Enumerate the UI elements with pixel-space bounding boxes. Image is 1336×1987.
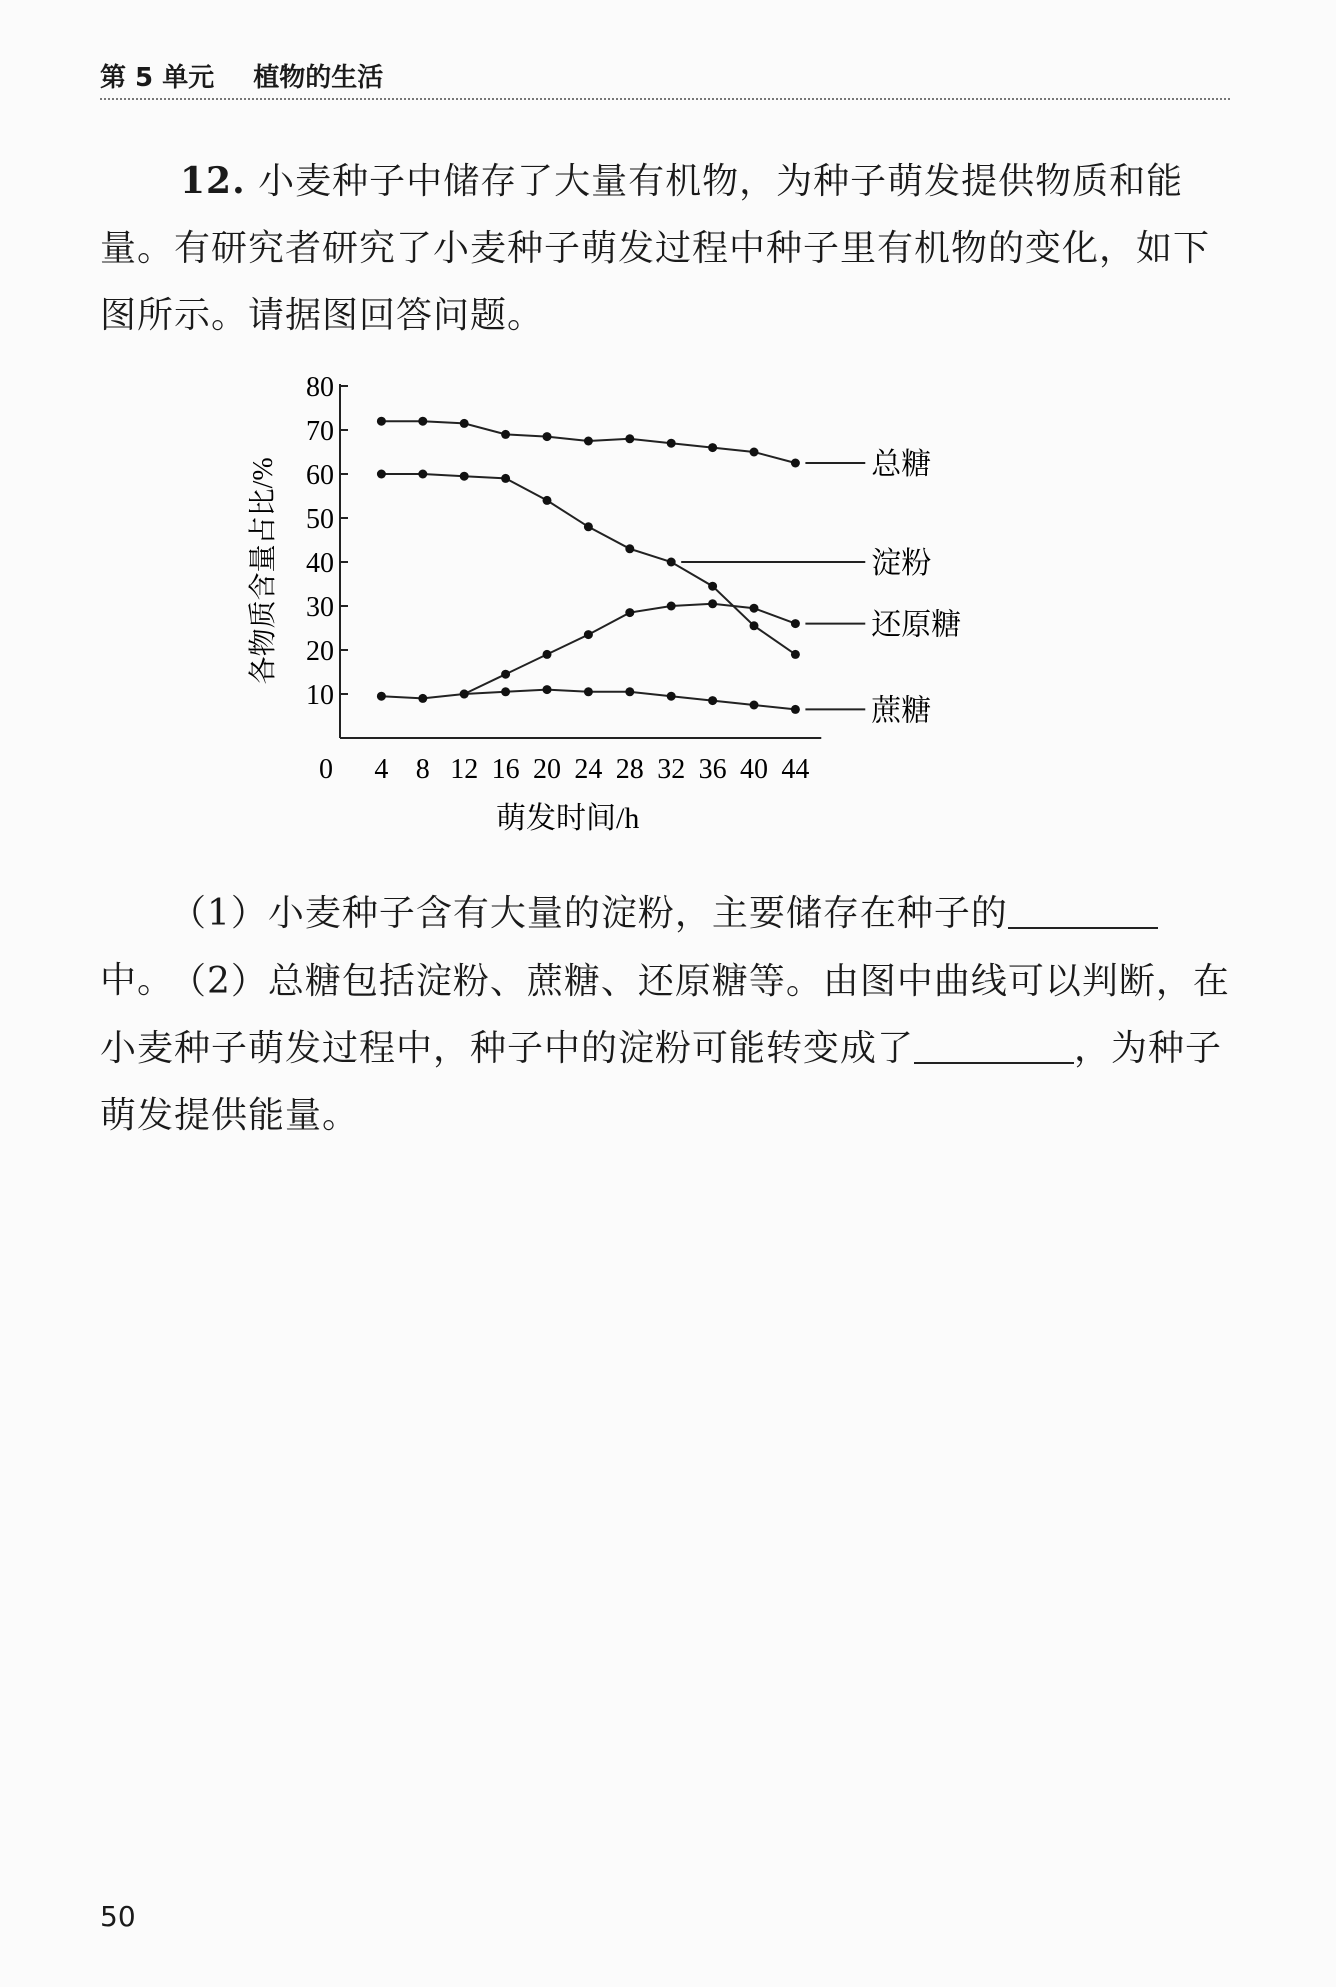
data-point bbox=[460, 690, 469, 699]
x-tick-label: 20 bbox=[533, 754, 561, 785]
x-axis-label: 萌发时间/h bbox=[496, 802, 640, 835]
series-label: 总糖 bbox=[871, 448, 932, 481]
data-point bbox=[584, 630, 593, 639]
data-point bbox=[377, 470, 386, 479]
y-axis-label: 各物质含量占比/% bbox=[248, 457, 279, 685]
data-point bbox=[708, 696, 717, 705]
sub1-prefix: （1）小麦种子含有大量的淀粉，主要储存在种子的 bbox=[170, 893, 1008, 934]
y-tick-label: 10 bbox=[306, 680, 334, 711]
y-tick-label: 50 bbox=[306, 504, 334, 535]
x-tick-label: 36 bbox=[698, 754, 727, 785]
series-line bbox=[381, 474, 795, 654]
data-point bbox=[501, 670, 510, 679]
data-point bbox=[625, 687, 634, 696]
y-tick-label: 30 bbox=[306, 592, 334, 623]
data-point bbox=[543, 432, 552, 441]
data-point bbox=[708, 443, 717, 452]
series-label: 还原糖 bbox=[871, 608, 962, 642]
page-number: 50 bbox=[100, 1900, 136, 1933]
y-tick-label: 70 bbox=[306, 416, 334, 447]
data-point bbox=[750, 604, 759, 613]
x-tick-label: 4 bbox=[374, 754, 389, 785]
sub-question-2 bbox=[100, 948, 1230, 1149]
x-tick-label: 44 bbox=[781, 754, 810, 785]
data-point bbox=[791, 650, 800, 659]
data-point bbox=[625, 608, 634, 617]
data-point bbox=[377, 417, 386, 426]
data-point bbox=[584, 687, 593, 696]
unit-title: 植物的生活 bbox=[253, 63, 384, 93]
question-text: 小麦种子中储存了大量有机物，为种子萌发提供物质和能量。有研究者研究了小麦种子萌发过程中种子里有机物的变化，如下图所示。请据图回答问题。 bbox=[100, 161, 1211, 336]
y-tick-label: 60 bbox=[306, 460, 334, 491]
page-header bbox=[100, 58, 1230, 100]
x-tick-label: 24 bbox=[574, 754, 603, 785]
data-point bbox=[584, 437, 593, 446]
question-stem bbox=[100, 148, 1230, 349]
data-point bbox=[708, 599, 717, 608]
data-point bbox=[501, 687, 510, 696]
data-point bbox=[625, 544, 634, 553]
line-chart bbox=[230, 360, 1110, 840]
answer-blank-2[interactable] bbox=[914, 1026, 1074, 1064]
x-tick-label: 12 bbox=[450, 754, 479, 785]
data-point bbox=[750, 701, 759, 710]
sub1-suffix: 中。 bbox=[100, 960, 175, 1001]
data-point bbox=[418, 694, 427, 703]
data-point bbox=[543, 650, 552, 659]
data-point bbox=[791, 705, 800, 714]
y-tick-label: 20 bbox=[306, 636, 334, 667]
data-point bbox=[625, 434, 634, 443]
x-tick-label: 32 bbox=[657, 754, 686, 785]
data-point bbox=[501, 430, 510, 439]
y-tick-label: 80 bbox=[306, 372, 334, 403]
question-number: 12. bbox=[180, 160, 246, 202]
sub2-suffix: ，为种子萌发提供能量。 bbox=[100, 1028, 1223, 1136]
data-point bbox=[418, 417, 427, 426]
y-tick-label: 40 bbox=[306, 548, 334, 579]
answer-blank-1[interactable] bbox=[1008, 891, 1158, 929]
x-tick-label: 8 bbox=[415, 754, 430, 785]
series-label: 蔗糖 bbox=[871, 694, 932, 728]
origin-label: 0 bbox=[319, 754, 333, 785]
data-point bbox=[791, 619, 800, 628]
unit-label: 第 5 单元 bbox=[100, 63, 215, 93]
data-point bbox=[791, 459, 800, 468]
data-point bbox=[584, 522, 593, 531]
data-point bbox=[750, 448, 759, 457]
x-tick-label: 40 bbox=[740, 754, 768, 785]
data-point bbox=[667, 602, 676, 611]
series-label: 淀粉 bbox=[871, 547, 932, 580]
data-point bbox=[750, 621, 759, 630]
data-point bbox=[667, 692, 676, 701]
data-point bbox=[501, 474, 510, 483]
data-point bbox=[543, 685, 552, 694]
data-point bbox=[460, 472, 469, 481]
data-point bbox=[460, 419, 469, 428]
data-point bbox=[418, 470, 427, 479]
data-point bbox=[377, 692, 386, 701]
x-tick-label: 16 bbox=[491, 754, 520, 785]
data-point bbox=[543, 496, 552, 505]
data-point bbox=[708, 582, 717, 591]
data-point bbox=[667, 558, 676, 567]
data-point bbox=[667, 439, 676, 448]
x-tick-label: 28 bbox=[615, 754, 644, 785]
sub2-prefix: （2）总糖包括淀粉、蔗糖、还原糖等。由图中曲线可以判断，在小麦种子萌发过程中，种子中的淀粉可能转变成了 bbox=[100, 961, 1230, 1069]
